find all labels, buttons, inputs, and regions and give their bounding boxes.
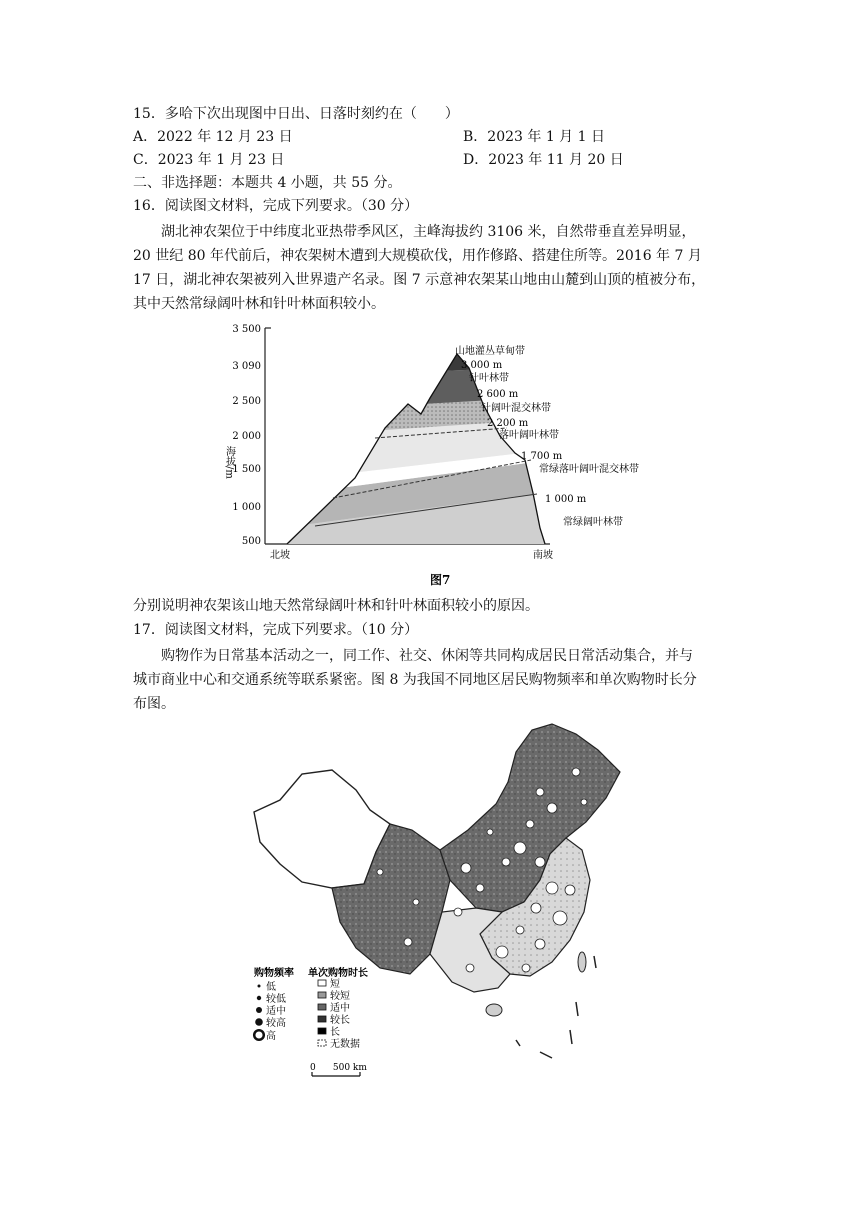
legend-dur-item: 短 xyxy=(330,979,340,990)
legend-freq-item: 低 xyxy=(266,982,276,993)
zone-name: 针阔叶混交林带 xyxy=(481,403,551,414)
y-tick: 2 500 xyxy=(232,396,261,407)
figure-8-shopping-map xyxy=(240,712,640,1092)
q16-para-line: 其中天然常绿阔叶林和针叶林面积较小。 xyxy=(133,296,385,312)
zone-name: 落叶阔叶林带 xyxy=(499,430,559,441)
q15-stem: 15．多哈下次出现图中日出、日落时刻约在（ ） xyxy=(133,106,459,122)
y-tick: 3 090 xyxy=(232,361,261,372)
legend-dur-item: 适中 xyxy=(330,1003,350,1014)
y-tick: 500 xyxy=(241,536,261,547)
legend-freq-title: 购物频率 xyxy=(254,968,294,979)
legend-freq-item: 高 xyxy=(266,1031,276,1042)
q15-option-c[interactable]: C．2023 年 1 月 23 日 xyxy=(133,152,285,168)
q17-para-line: 购物作为日常基本活动之一，同工作、社交、休闲等共同构成居民日常活动集合，并与 xyxy=(161,648,693,664)
q15-option-d[interactable]: D．2023 年 11 月 20 日 xyxy=(463,152,624,168)
q17-para-line: 布图。 xyxy=(133,696,175,712)
figure-caption: 图7 xyxy=(430,573,451,587)
zone-name: 常绿落叶阔叶混交林带 xyxy=(539,464,639,475)
legend-dur-item: 较长 xyxy=(330,1015,350,1026)
q16-para-line: 17 日，湖北神农架被列入世界遗产名录。图 7 示意神农架某山地由山麓到山顶的植被分布， xyxy=(133,272,706,288)
zone-height: 2 600 m xyxy=(477,389,519,400)
q17-stem: 17．阅读图文材料，完成下列要求。（10 分） xyxy=(133,622,419,638)
q15-option-b[interactable]: B．2023 年 1 月 1 日 xyxy=(463,129,605,145)
south-slope-label: 南坡 xyxy=(533,550,553,561)
zone-name: 山地灌丛草甸带 xyxy=(455,346,525,357)
y-axis-label: 海拔/m xyxy=(223,446,235,479)
legend-dur-item: 无数据 xyxy=(330,1039,360,1050)
legend-dur-item: 长 xyxy=(330,1027,340,1038)
north-slope-label: 北坡 xyxy=(270,550,290,561)
q17-para-line: 城市商业中心和交通系统等联系紧密。图 8 为我国不同地区居民购物频率和单次购物时长分 xyxy=(133,672,697,688)
zone-name: 针叶林带 xyxy=(469,373,509,384)
y-tick: 3 500 xyxy=(232,324,261,335)
scale-bar-label: 0 500 km xyxy=(310,1063,367,1073)
y-tick: 1 000 xyxy=(232,502,261,513)
figure-7-vegetation-profile xyxy=(215,318,655,592)
q16-para-line: 20 世纪 80 年代前后，神农架树木遭到大规模砍伐，用作修路、搭建住所等。2016 年 7 月 xyxy=(133,248,702,264)
y-tick: 2 000 xyxy=(232,431,261,442)
zone-height: 2 200 m xyxy=(487,418,529,429)
zone-height: 1 000 m xyxy=(545,494,587,505)
legend-freq-item: 较高 xyxy=(266,1018,286,1029)
q15-option-a[interactable]: A．2022 年 12 月 23 日 xyxy=(133,129,293,145)
legend-dur-item: 较短 xyxy=(330,991,350,1002)
section-heading: 二、非选择题：本题共 4 小题，共 55 分。 xyxy=(133,175,402,191)
legend-freq-item: 适中 xyxy=(266,1006,286,1017)
zone-height: 1 700 m xyxy=(521,451,563,462)
legend-dur-title: 单次购物时长 xyxy=(308,968,368,979)
zone-height: 3 000 m xyxy=(461,360,503,371)
y-tick: 1 500 xyxy=(232,464,261,475)
zone-name: 常绿阔叶林带 xyxy=(563,517,623,528)
q16-para-line: 湖北神农架位于中纬度北亚热带季风区，主峰海拔约 3106 米，自然带垂直差异明显， xyxy=(161,224,696,240)
q16-stem: 16．阅读图文材料，完成下列要求。（30 分） xyxy=(133,198,419,214)
q16-question: 分别说明神农架该山地天然常绿阔叶林和针叶林面积较小的原因。 xyxy=(133,598,539,614)
legend-freq-item: 较低 xyxy=(266,994,286,1005)
